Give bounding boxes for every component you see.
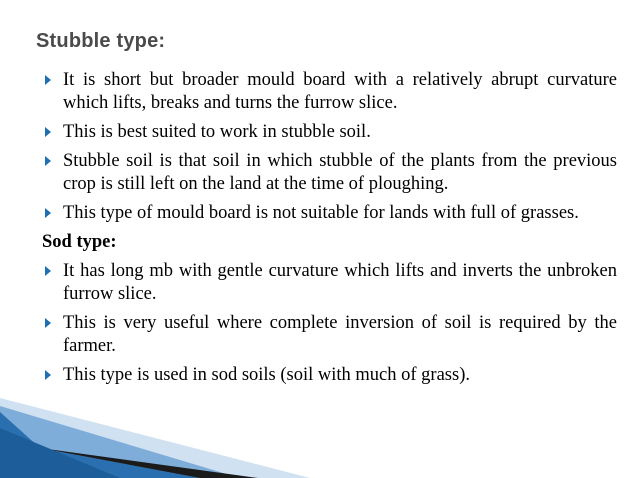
- bullet-item: [42, 364, 617, 387]
- bullet-item: [42, 312, 617, 358]
- bullet-item: [42, 121, 617, 144]
- bullet-arrow-icon: [45, 266, 51, 276]
- bullet-text: This is very useful where complete inversion of soil is required by the farmer.: [63, 313, 617, 356]
- bullet-text: This is best suited to work in stubble soil.: [63, 122, 371, 142]
- bullet-item: [42, 202, 617, 225]
- bullet-text: It has long mb with gentle curvature which lifts and inverts the unbroken furrow slice.: [63, 261, 617, 304]
- bullet-text: This type of mould board is not suitable for lands with full of grasses.: [63, 203, 579, 223]
- bullet-item: [42, 260, 617, 306]
- slide-content: [42, 69, 617, 393]
- bullet-arrow-icon: [45, 127, 51, 137]
- bullet-text: This type is used in sod soils (soil with much of grass).: [63, 365, 470, 385]
- bullet-item: [42, 69, 617, 115]
- bullet-arrow-icon: [45, 318, 51, 328]
- bullet-text: It is short but broader mould board with a relatively abrupt curvature which lifts, breaks and turns the furrow slice.: [63, 70, 617, 113]
- section-heading-sod: Sod type:: [42, 232, 117, 252]
- bullet-arrow-icon: [45, 75, 51, 85]
- bullet-arrow-icon: [45, 370, 51, 380]
- slide-title: Stubble type:: [36, 30, 166, 52]
- bullet-item: [42, 150, 617, 196]
- bullet-text: Stubble soil is that soil in which stubble of the plants from the previous crop is still left on the land at the time of ploughing.: [63, 151, 617, 194]
- decorative-swoosh: [0, 388, 638, 478]
- bullet-arrow-icon: [45, 156, 51, 166]
- bullet-arrow-icon: [45, 208, 51, 218]
